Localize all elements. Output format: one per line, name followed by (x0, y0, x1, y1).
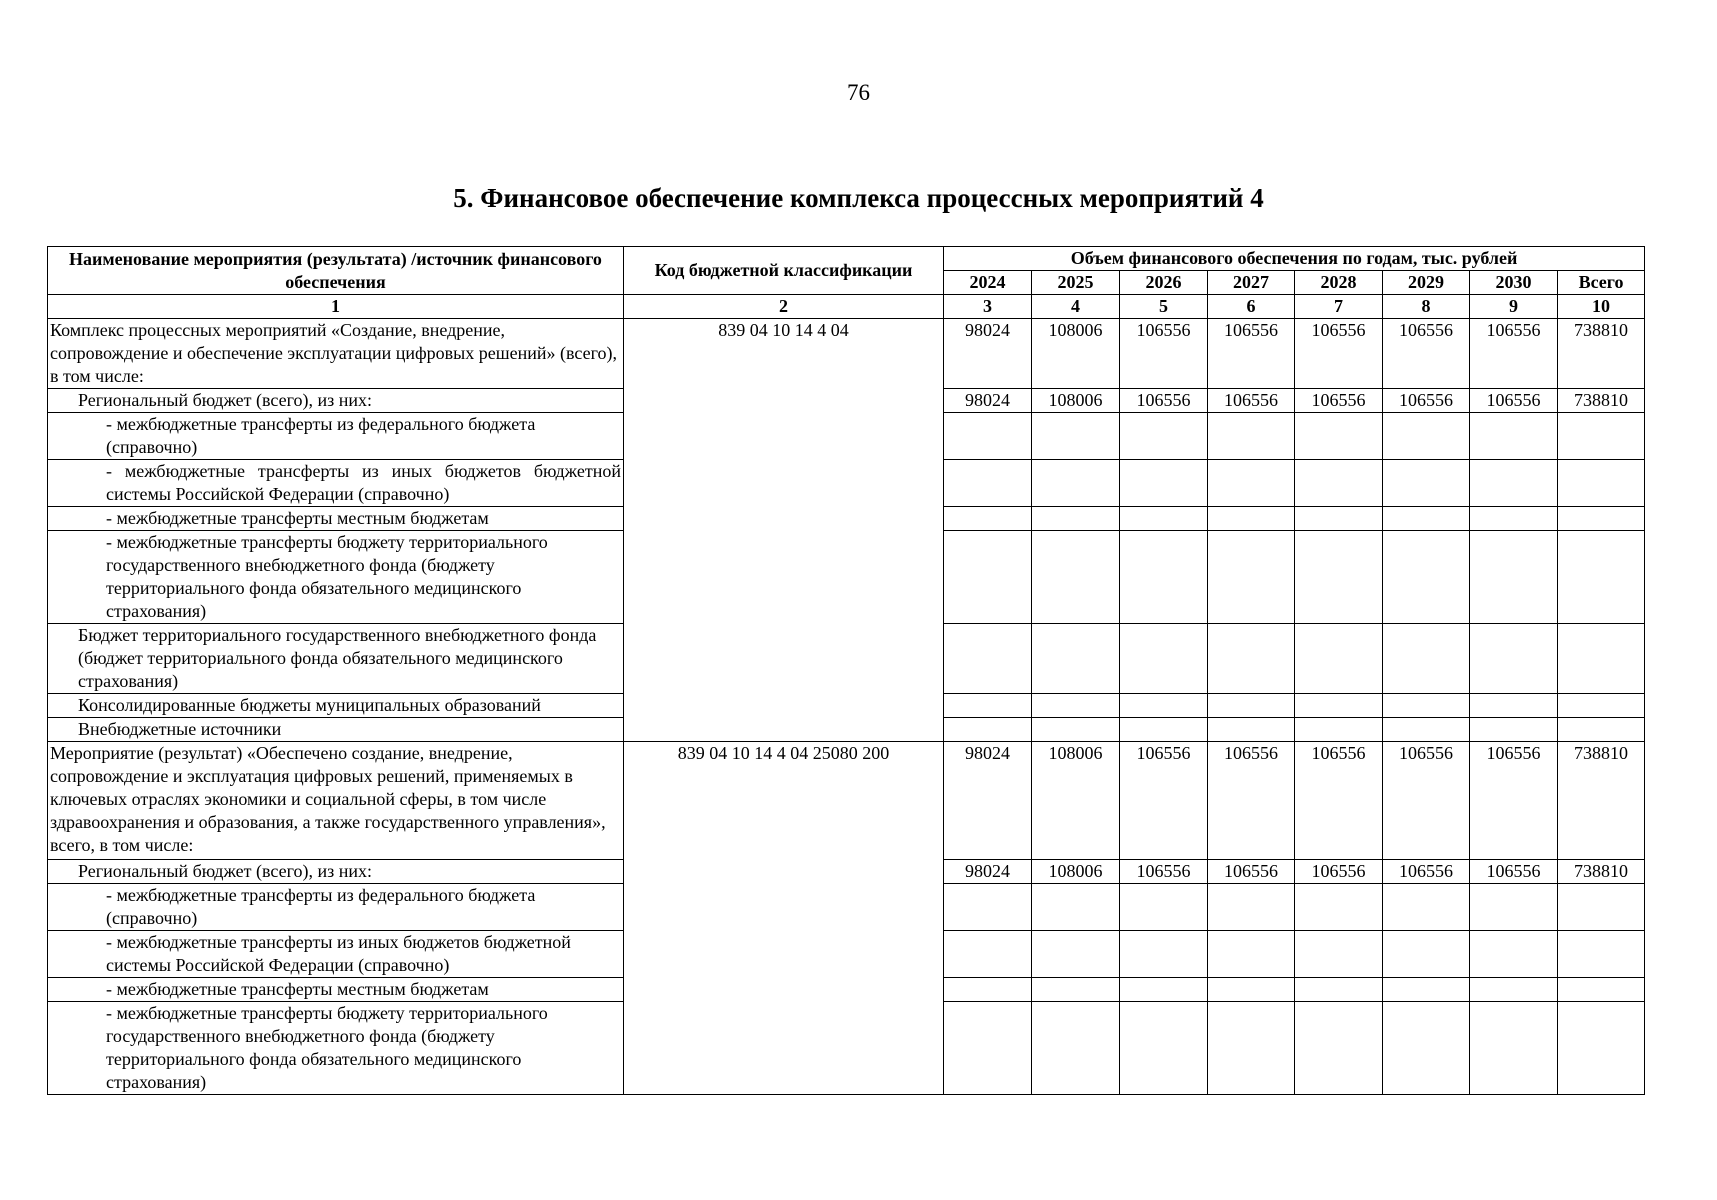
value-cell (944, 531, 1032, 624)
value-cell (1383, 507, 1470, 531)
value-cell: 106556 (1120, 860, 1208, 884)
row-name: - межбюджетные трансферты бюджету территориального государственного внебюджетного фонда (бюджету территориального фонда обязательного медицинского страхования) (48, 531, 624, 624)
value-cell (1295, 694, 1383, 718)
value-cell (1295, 460, 1383, 507)
value-cell (1470, 978, 1558, 1002)
value-cell (1208, 694, 1295, 718)
value-cell (1032, 507, 1120, 531)
value-cell: 106556 (1208, 742, 1295, 860)
value-cell: 738810 (1558, 389, 1645, 413)
row-name: - межбюджетные трансферты из иных бюджетов бюджетной системы Российской Федерации (справочно) (48, 931, 624, 978)
value-cell (1120, 413, 1208, 460)
column-number: 6 (1208, 295, 1295, 319)
value-cell (944, 694, 1032, 718)
value-cell (944, 931, 1032, 978)
value-cell: 108006 (1032, 742, 1120, 860)
budget-code: 839 04 10 14 4 04 (624, 319, 944, 742)
value-cell (1558, 531, 1645, 624)
value-cell (1383, 718, 1470, 742)
value-cell (1383, 413, 1470, 460)
value-cell (1470, 531, 1558, 624)
value-cell (1558, 694, 1645, 718)
value-cell (1208, 978, 1295, 1002)
value-cell: 108006 (1032, 860, 1120, 884)
value-cell (944, 460, 1032, 507)
value-cell: 106556 (1295, 319, 1383, 389)
value-cell (1032, 931, 1120, 978)
value-cell (1470, 718, 1558, 742)
value-cell: 108006 (1032, 319, 1120, 389)
value-cell (1383, 1002, 1470, 1095)
value-cell (1032, 718, 1120, 742)
value-cell (1470, 460, 1558, 507)
value-cell: 98024 (944, 389, 1032, 413)
value-cell (1120, 624, 1208, 694)
header-year: 2028 (1295, 271, 1383, 295)
value-cell (1208, 884, 1295, 931)
value-cell (1208, 507, 1295, 531)
value-cell (1208, 460, 1295, 507)
value-cell (1383, 884, 1470, 931)
value-cell (1208, 624, 1295, 694)
value-cell (1208, 931, 1295, 978)
value-cell (1383, 694, 1470, 718)
value-cell: 738810 (1558, 742, 1645, 860)
value-cell (944, 1002, 1032, 1095)
value-cell (1208, 1002, 1295, 1095)
value-cell (944, 507, 1032, 531)
header-year: 2024 (944, 271, 1032, 295)
row-name: - межбюджетные трансферты из федерального бюджета (справочно) (48, 413, 624, 460)
value-cell (1208, 413, 1295, 460)
value-cell (1558, 460, 1645, 507)
page-title: 5. Финансовое обеспечение комплекса процессных мероприятий 4 (453, 183, 1264, 213)
row-name: Комплекс процессных мероприятий «Создание, внедрение, сопровождение и обеспечение эксплуатации цифровых решений» (всего), в том числе: (48, 319, 624, 389)
row-name: Внебюджетные источники (48, 718, 624, 742)
row-name: - межбюджетные трансферты из федерального бюджета (справочно) (48, 884, 624, 931)
value-cell: 106556 (1208, 319, 1295, 389)
value-cell (1120, 931, 1208, 978)
value-cell (1120, 531, 1208, 624)
value-cell: 106556 (1383, 860, 1470, 884)
value-cell (944, 413, 1032, 460)
value-cell (1470, 931, 1558, 978)
value-cell (1208, 531, 1295, 624)
value-cell: 106556 (1470, 319, 1558, 389)
value-cell (1120, 718, 1208, 742)
value-cell (1120, 884, 1208, 931)
value-cell: 106556 (1295, 742, 1383, 860)
value-cell: 98024 (944, 860, 1032, 884)
value-cell (1383, 978, 1470, 1002)
header-year: 2026 (1120, 271, 1208, 295)
value-cell (1295, 718, 1383, 742)
header-year: 2030 (1470, 271, 1558, 295)
value-cell (1032, 413, 1120, 460)
value-cell: 106556 (1208, 860, 1295, 884)
value-cell: 106556 (1295, 860, 1383, 884)
value-cell (1470, 624, 1558, 694)
header-volume-column: Объем финансового обеспечения по годам, тыс. рублей (944, 247, 1645, 271)
value-cell (1295, 413, 1383, 460)
value-cell: 98024 (944, 742, 1032, 860)
value-cell: 106556 (1120, 742, 1208, 860)
column-number: 1 (48, 295, 624, 319)
value-cell: 106556 (1120, 319, 1208, 389)
row-name: - межбюджетные трансферты из иных бюджетов бюджетной системы Российской Федерации (справочно) (48, 460, 624, 507)
column-number: 4 (1032, 295, 1120, 319)
value-cell (1295, 884, 1383, 931)
value-cell (1558, 931, 1645, 978)
value-cell (1383, 531, 1470, 624)
row-name: - межбюджетные трансферты бюджету территориального государственного внебюджетного фонда (бюджету территориального фонда обязательного медицинского страхования) (48, 1002, 624, 1095)
value-cell (1383, 460, 1470, 507)
value-cell (1032, 884, 1120, 931)
row-name: Бюджет территориального государственного внебюджетного фонда (бюджет территориального фонда обязательного медицинского страхования) (48, 624, 624, 694)
row-name: - межбюджетные трансферты местным бюджетам (48, 978, 624, 1002)
value-cell: 98024 (944, 319, 1032, 389)
value-cell (1558, 624, 1645, 694)
page-number: 76 (847, 80, 870, 105)
value-cell (1032, 624, 1120, 694)
header-year: 2027 (1208, 271, 1295, 295)
row-name: Региональный бюджет (всего), из них: (48, 860, 624, 884)
header-name-column: Наименование мероприятия (результата) /источник финансового обеспечения (48, 247, 624, 295)
value-cell: 106556 (1208, 389, 1295, 413)
column-number: 7 (1295, 295, 1383, 319)
value-cell (1558, 507, 1645, 531)
value-cell (1470, 507, 1558, 531)
value-cell (1120, 694, 1208, 718)
value-cell (1120, 460, 1208, 507)
value-cell (1295, 531, 1383, 624)
column-number: 5 (1120, 295, 1208, 319)
value-cell (1120, 1002, 1208, 1095)
header-code-column: Код бюджетной классификации (624, 247, 944, 295)
value-cell (1032, 460, 1120, 507)
value-cell: 106556 (1470, 742, 1558, 860)
value-cell (1295, 978, 1383, 1002)
value-cell (1558, 884, 1645, 931)
value-cell: 106556 (1383, 742, 1470, 860)
budget-code: 839 04 10 14 4 04 25080 200 (624, 742, 944, 1095)
header-total: Всего (1558, 271, 1645, 295)
value-cell (1120, 507, 1208, 531)
value-cell: 106556 (1383, 319, 1470, 389)
column-number: 9 (1470, 295, 1558, 319)
value-cell: 106556 (1295, 389, 1383, 413)
value-cell: 106556 (1470, 389, 1558, 413)
row-name: Региональный бюджет (всего), из них: (48, 389, 624, 413)
column-number: 10 (1558, 295, 1645, 319)
value-cell (1295, 931, 1383, 978)
value-cell (1032, 978, 1120, 1002)
financing-table (47, 246, 1645, 1095)
value-cell (1120, 978, 1208, 1002)
value-cell: 738810 (1558, 860, 1645, 884)
header-year: 2029 (1383, 271, 1470, 295)
table-row (48, 319, 1645, 389)
value-cell (1295, 1002, 1383, 1095)
column-number: 2 (624, 295, 944, 319)
value-cell (944, 978, 1032, 1002)
value-cell (1032, 1002, 1120, 1095)
value-cell (1032, 531, 1120, 624)
value-cell (1470, 1002, 1558, 1095)
value-cell (944, 718, 1032, 742)
value-cell (1558, 718, 1645, 742)
value-cell (1558, 978, 1645, 1002)
table-row (48, 742, 1645, 860)
column-number: 8 (1383, 295, 1470, 319)
value-cell: 106556 (1120, 389, 1208, 413)
value-cell (944, 884, 1032, 931)
value-cell (1383, 931, 1470, 978)
row-name: Консолидированные бюджеты муниципальных образований (48, 694, 624, 718)
value-cell: 106556 (1383, 389, 1470, 413)
value-cell (944, 624, 1032, 694)
value-cell: 738810 (1558, 319, 1645, 389)
value-cell (1295, 624, 1383, 694)
value-cell (1208, 718, 1295, 742)
value-cell: 108006 (1032, 389, 1120, 413)
value-cell (1383, 624, 1470, 694)
value-cell (1558, 1002, 1645, 1095)
value-cell (1558, 413, 1645, 460)
value-cell: 106556 (1470, 860, 1558, 884)
column-number: 3 (944, 295, 1032, 319)
row-name: Мероприятие (результат) «Обеспечено создание, внедрение, сопровождение и эксплуатация цифровых решений, применяемых в ключевых отраслях экономики и социальной сферы, в том числе здравоохранения и образования, а также государственного управления», всего, в том числе: (48, 742, 624, 860)
value-cell (1470, 694, 1558, 718)
row-name: - межбюджетные трансферты местным бюджетам (48, 507, 624, 531)
value-cell (1470, 413, 1558, 460)
value-cell (1470, 884, 1558, 931)
value-cell (1032, 694, 1120, 718)
value-cell (1295, 507, 1383, 531)
header-year: 2025 (1032, 271, 1120, 295)
